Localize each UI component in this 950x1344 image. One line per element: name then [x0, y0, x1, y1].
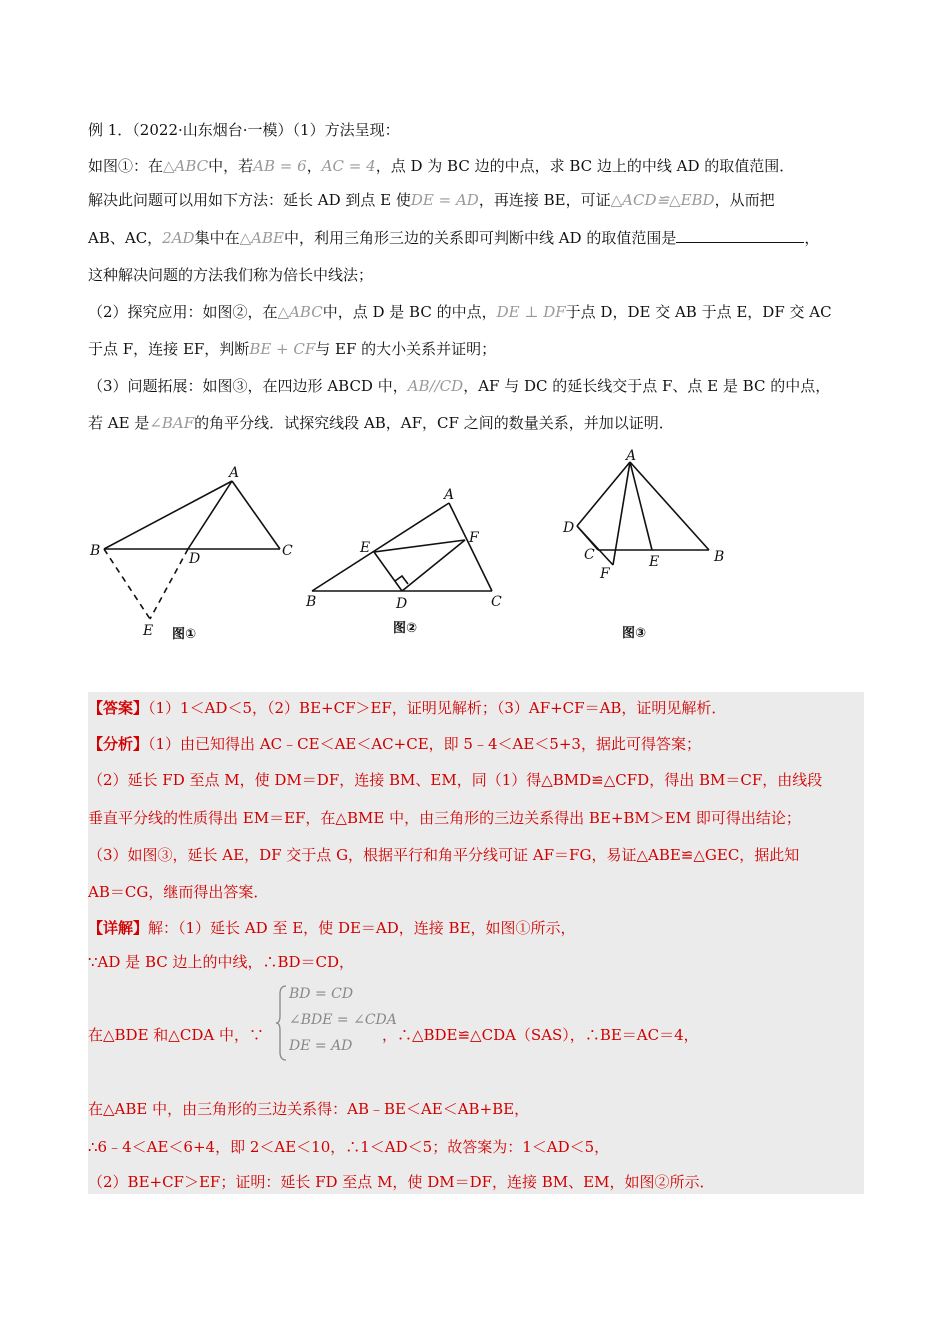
fig2-label-e: E	[360, 540, 371, 556]
detail-line-5: ∴6﹣4＜AE＜6+4，即 2＜AE＜10，∴1＜AD＜5；故答案为：1＜AD＜5，	[88, 1138, 610, 1156]
problem-line-8: 若 AE 是∠BAF的角平分线．试探究线段 AB，AF，CF 之间的数量关系，并加以证明．	[88, 414, 674, 432]
fig2-caption: 图②	[393, 621, 418, 636]
fig3-caption: 图③	[622, 626, 647, 641]
answer-line: 【答案】（1）1＜AD＜5，（2）BE+CF＞EF，证明见解析；（3）AF+CF＝AB，证明见解析．	[88, 699, 727, 717]
fig3-label-a: A	[626, 448, 637, 464]
system-row-2: ∠BDE = ∠CDA	[289, 1012, 397, 1028]
fig1-caption: 图①	[172, 627, 197, 642]
system-row-1: BD = CD	[289, 986, 354, 1002]
fig1-label-a: A	[229, 465, 240, 481]
detail-line-3: 在△BDE 和△CDA 中，∵ ，∴△BDE≌△CDA（SAS），∴BE＝AC＝4，	[88, 1026, 699, 1044]
figure-2	[312, 503, 492, 591]
analysis-line-3: 垂直平分线的性质得出 EM＝EF，在△BME 中，由三角形的三边关系得出 BE+BM＞EM 即可得出结论；	[88, 809, 801, 827]
analysis-line: 【分析】（1）由已知得出 AC﹣CE＜AE＜AC+CE，即 5﹣4＜AE＜5+3，据此可得答案；	[88, 735, 701, 753]
problem-line-2: 解决此问题可以用如下方法：延长 AD 到点 E 使DE = AD，再连接 BE，可证△ACD≌△EBD，从而把	[88, 191, 775, 209]
detail-line-6: （2）BE+CF＞EF；证明：延长 FD 至点 M，使 DM＝DF，连接 BM、EM，如图②所示．	[88, 1173, 715, 1191]
figure-3	[577, 462, 709, 565]
detail-line-4: 在△ABE 中，由三角形的三边关系得：AB﹣BE＜AE＜AB+BE，	[88, 1100, 530, 1118]
problem-line-3: AB、AC，2AD集中在△ABE中，利用三角形三边的关系即可判断中线 AD 的取值范围是 ，	[88, 229, 820, 247]
fig2-label-d: D	[396, 596, 408, 612]
fig1-label-e: E	[143, 623, 154, 639]
fig3-label-b: B	[714, 549, 725, 565]
fig2-label-f: F	[469, 530, 479, 546]
answer-blank	[676, 228, 804, 243]
analysis-line-5: AB＝CG，继而得出答案．	[88, 883, 269, 901]
fig2-label-c: C	[491, 594, 502, 610]
fig1-label-c: C	[282, 543, 293, 559]
fig2-label-a: A	[444, 487, 455, 503]
problem-line-5: （2）探究应用：如图②，在△ABC中，点 D 是 BC 的中点，DE ⊥ DF于点 D，DE 交 AB 于点 E，DF 交 AC	[88, 303, 832, 321]
fig2-label-b: B	[306, 594, 317, 610]
problem-line-6: 于点 F，连接 EF，判断BE + CF与 EF 的大小关系并证明；	[88, 340, 497, 358]
system-row-3: DE = AD	[289, 1038, 353, 1054]
fig1-label-b: B	[90, 543, 101, 559]
problem-line-7: （3）问题拓展：如图③，在四边形 ABCD 中，AB//CD，AF 与 DC 的延长线交于点 F、点 E 是 BC 的中点，	[88, 377, 831, 395]
brace-icon	[275, 984, 289, 1062]
figure-1	[104, 481, 280, 619]
figures	[80, 445, 760, 650]
fig1-label-d: D	[189, 551, 201, 567]
analysis-line-4: （3）如图③，延长 AE，DF 交于点 G，根据平行和角平分线可证 AF＝FG，易证△ABE≌△GEC，据此知	[88, 846, 800, 864]
fig3-label-c: C	[584, 547, 595, 563]
detail-line-2: ∵AD 是 BC 边上的中线，∴BD＝CD，	[88, 953, 355, 971]
problem-line-1: 如图①：在△ABC中，若AB = 6，AC = 4，点 D 为 BC 边的中点，求 BC 边上的中线 AD 的取值范围．	[88, 157, 795, 175]
analysis-line-2: （2）延长 FD 至点 M，使 DM＝DF，连接 BM、EM，同（1）得△BMD≌△CFD，得出 BM＝CF，由线段	[88, 771, 823, 789]
fig3-label-f: F	[600, 566, 610, 582]
detail-line-1: 【详解】解：（1）延长 AD 至 E，使 DE＝AD，连接 BE，如图①所示，	[88, 919, 576, 937]
problem-line-4: 这种解决问题的方法我们称为倍长中线法；	[88, 266, 374, 284]
equation-system	[275, 984, 405, 1062]
fig3-label-d: D	[563, 520, 575, 536]
fig3-label-e: E	[649, 554, 660, 570]
problem-heading: 例 1．（2022·山东烟台·一模）（1）方法呈现：	[88, 121, 400, 139]
